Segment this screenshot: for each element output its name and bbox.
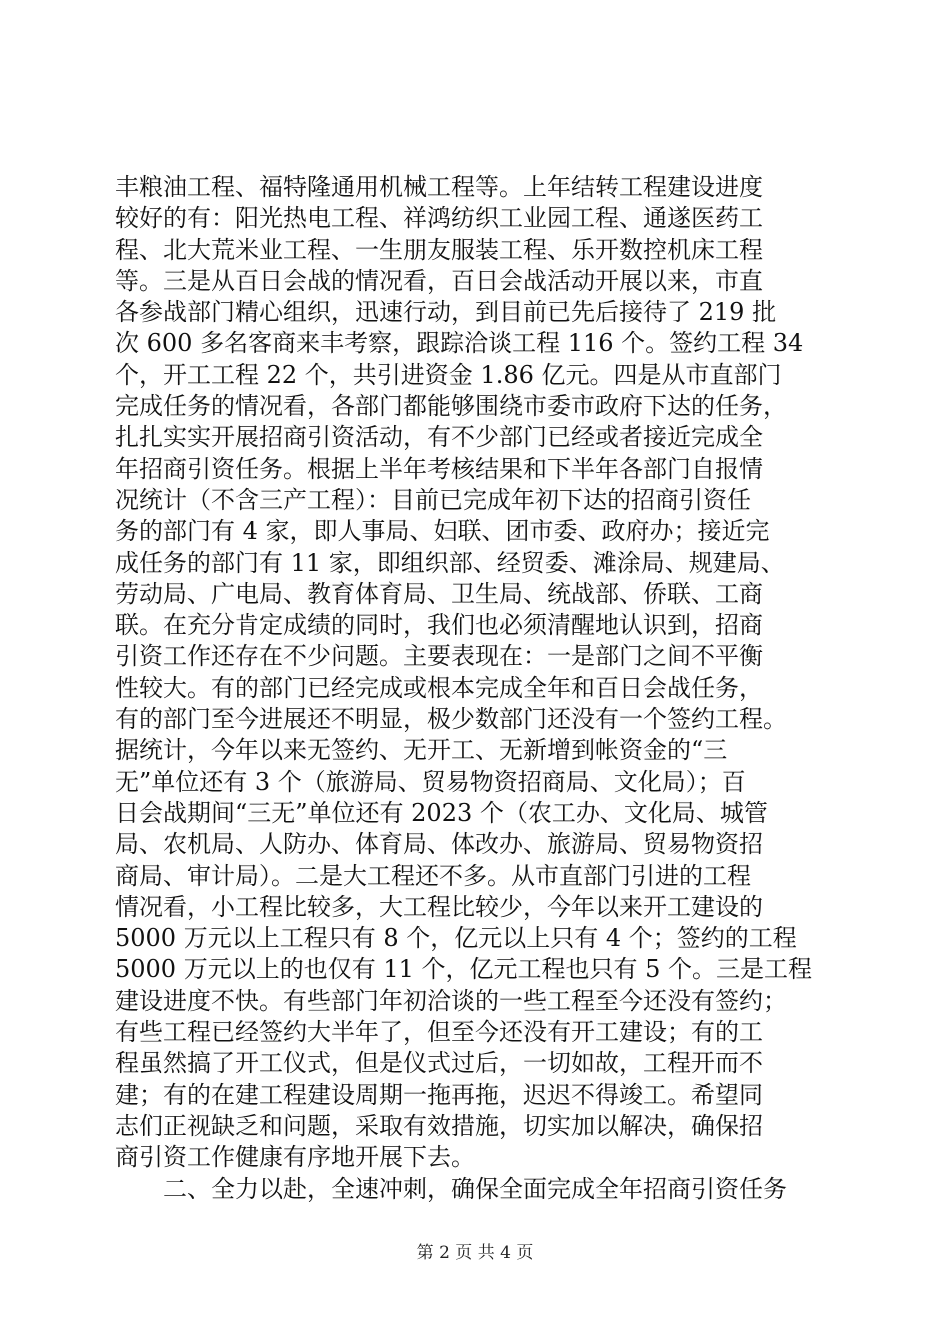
text-line: 个，开工工程 22 个，共引进资金 1.86 亿元。四是从市直部门 — [115, 360, 782, 389]
text-line: 有的部门至今进展还不明显，极少数部门还没有一个签约工程。 — [115, 705, 787, 734]
text-line: 日会战期间“三无”单位还有 2023 个（农工办、文化局、城管 — [115, 798, 768, 827]
text-line: 程虽然搞了开工仪式，但是仪式过后，一切如故，工程开而不 — [115, 1049, 763, 1078]
text-line: 无”单位还有 3 个（旅游局、贸易物资招商局、文化局）；百 — [115, 767, 746, 796]
text-line: 扎扎实实开展招商引资活动，有不少部门已经或者接近完成全 — [115, 423, 763, 452]
section-heading: 二、全力以赴，全速冲刺，确保全面完成全年招商引资任务 — [163, 1174, 787, 1203]
text-line: 引资工作还存在不少问题。主要表现在：一是部门之间不平衡 — [115, 642, 763, 671]
text-line: 成任务的部门有 11 家，即组织部、经贸委、滩涂局、规建局、 — [115, 548, 785, 577]
text-line: 次 600 多名客商来丰考察，跟踪洽谈工程 116 个。签约工程 34 — [115, 329, 804, 358]
text-line: 商局、审计局）。二是大工程还不多。从市直部门引进的工程 — [115, 861, 751, 890]
text-line: 有些工程已经签约大半年了，但至今还没有开工建设；有的工 — [115, 1018, 763, 1047]
text-line: 商引资工作健康有序地开展下去。 — [115, 1143, 475, 1172]
text-line: 情况看，小工程比较多，大工程比较少，今年以来开工建设的 — [115, 892, 763, 921]
text-line: 志们正视缺乏和问题，采取有效措施，切实加以解决，确保招 — [115, 1111, 763, 1140]
text-line: 劳动局、广电局、教育体育局、卫生局、统战部、侨联、工商 — [115, 579, 763, 608]
text-line: 5000 万元以上工程只有 8 个，亿元以上只有 4 个；签约的工程 — [115, 924, 797, 953]
text-line: 局、农机局、人防办、体育局、体改办、旅游局、贸易物资招 — [115, 830, 763, 859]
document-body — [115, 172, 835, 1205]
text-line: 丰粮油工程、福特隆通用机械工程等。上年结转工程建设进度 — [115, 173, 763, 201]
text-line: 据统计，今年以来无签约、无开工、无新增到帐资金的“三 — [115, 736, 728, 765]
text-line: 程、北大荒米业工程、一生朋友服装工程、乐开数控机床工程 — [115, 235, 763, 264]
text-line: 性较大。有的部门已经完成或根本完成全年和百日会战任务， — [115, 673, 763, 702]
text-line: 建设进度不快。有些部门年初洽谈的一些工程至今还没有签约； — [115, 986, 787, 1015]
text-line: 年招商引资任务。根据上半年考核结果和下半年各部门自报情 — [115, 454, 763, 483]
text-line: 完成任务的情况看，各部门都能够围绕市委市政府下达的任务， — [115, 392, 787, 421]
text-line: 较好的有：阳光热电工程、祥鸿纺织工业园工程、通遂医药工 — [115, 204, 763, 233]
text-line: 各参战部门精心组织，迅速行动，到目前已先后接待了 219 批 — [115, 298, 777, 327]
text-line: 联。在充分肯定成绩的同时，我们也必须清醒地认识到，招商 — [115, 611, 763, 640]
text-line: 务的部门有 4 家，即人事局、妇联、团市委、政府办；接近完 — [115, 517, 770, 546]
text-line: 建；有的在建工程建设周期一拖再拖，迟迟不得竣工。希望同 — [115, 1080, 763, 1109]
page-footer: 第 2 页 共 4 页 — [416, 1243, 534, 1263]
text-line: 5000 万元以上的也仅有 11 个，亿元工程也只有 5 个。三是工程 — [115, 955, 813, 984]
text-line: 等。三是从百日会战的情况看，百日会战活动开展以来，市直 — [115, 266, 763, 295]
text-line: 况统计（不含三产工程）：目前已完成年初下达的招商引资任 — [115, 485, 751, 514]
